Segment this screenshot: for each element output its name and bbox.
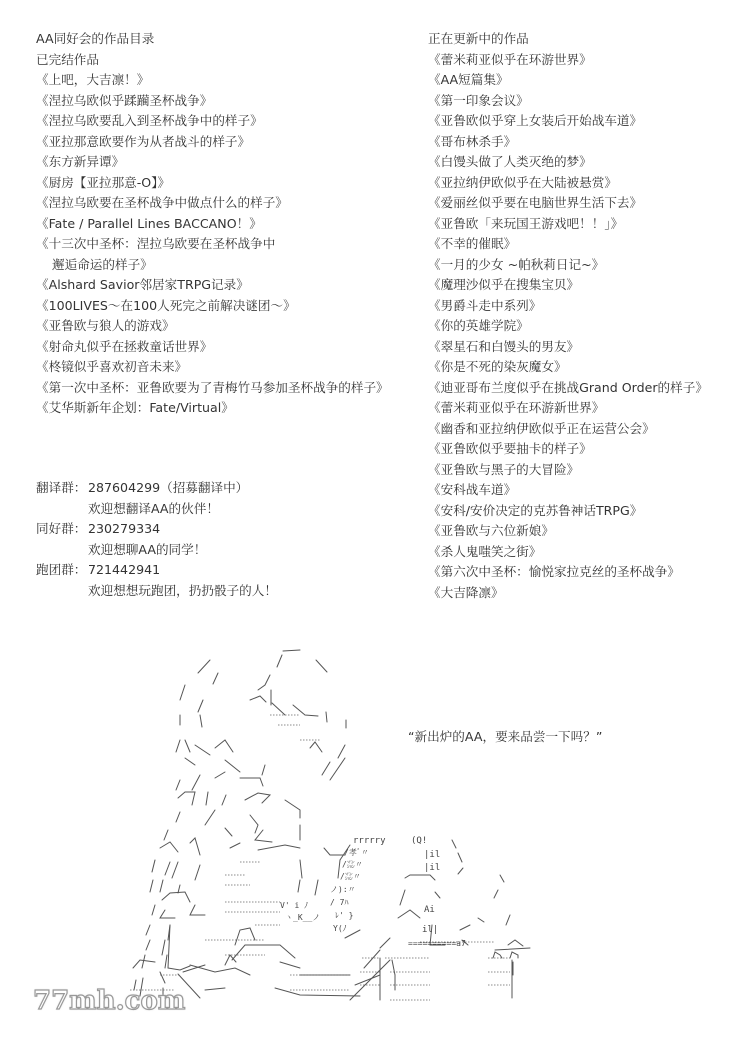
work-item: 《魔理沙似乎在搜集宝贝》 — [428, 277, 580, 292]
work-item-continued: 邂逅命运的样子》 — [52, 256, 153, 272]
work-item: 《不幸的催眠》 — [428, 236, 517, 251]
svg-text:/㍇〃: /㍇〃 — [340, 872, 361, 881]
work-item: 《亚鲁欧似乎穿上女装后开始战车道》 — [428, 113, 643, 128]
group-contacts — [36, 478, 277, 601]
svg-text:V' i ﾉ: V' i ﾉ — [280, 901, 309, 910]
work-item: 《哥布林杀手》 — [428, 133, 517, 149]
svg-text:/孝ﾞ〃: /孝ﾞ〃 — [344, 848, 369, 857]
work-item: 《上吧，大吉凛！》 — [36, 72, 150, 87]
work-item: 《亚鲁欧「来玩国王游戏吧！！」》 — [428, 215, 624, 231]
work-item: 《男爵斗走中系列》 — [428, 297, 542, 313]
work-item: 《AA短篇集》 — [428, 72, 509, 87]
work-item: 《厨房【亚拉那意-O】》 — [36, 174, 171, 190]
ascii-art-drawing — [0, 635, 749, 1005]
work-item: 《涅拉乌欧要在圣杯战争中做点什么的样子》 — [36, 195, 288, 210]
work-item: 《亚鲁欧与狼人的游戏》 — [36, 318, 175, 333]
work-item: 《你是不死的染灰魔女》 — [428, 359, 567, 374]
work-item: 《亚鲁欧与六位新娘》 — [428, 523, 554, 538]
work-item: 《爱丽丝似乎要在电脑世界生活下去》 — [428, 195, 643, 210]
label-ai: Ai — [424, 905, 435, 915]
work-item: 《蕾米莉亚似乎在环游新世界》 — [428, 400, 605, 415]
work-item: 《亚拉纳伊欧似乎在大陆被悬赏》 — [428, 174, 617, 190]
work-item: 《涅拉乌欧要乱入到圣杯战争中的样子》 — [36, 113, 263, 128]
group-number: 230279334 — [88, 521, 161, 536]
catalog-title: AA同好会的作品目录 — [36, 31, 155, 46]
group-note: 欢迎想想玩跑团，扔扔骰子的人！ — [88, 582, 277, 598]
ongoing-works-column — [428, 29, 748, 603]
work-item: 《涅拉乌欧似乎蹂躏圣杯战争》 — [36, 92, 213, 108]
work-item: 《幽香和亚拉纳伊欧似乎正在运营公会》 — [428, 420, 655, 436]
group-note: 欢迎想聊AA的同学！ — [88, 541, 207, 557]
svg-text:il|: il| — [422, 925, 439, 935]
work-item: 《Fate / Parallel Lines BACCANO！》 — [36, 215, 262, 231]
work-item: 《你的英雄学院》 — [428, 318, 529, 333]
group-number: 721442941 — [88, 562, 161, 577]
work-item: 《第一次中圣杯：亚鲁欧要为了青梅竹马参加圣杯战争的样子》 — [36, 379, 389, 395]
work-item: 《亚鲁欧似乎要抽卡的样子》 — [428, 441, 592, 456]
work-item: 《迪亚哥布兰度似乎在挑战Grand Order的样子》 — [428, 379, 708, 395]
work-item: 《射命丸似乎在拯救童话世界》 — [36, 338, 213, 354]
work-item: 《第一印象会议》 — [428, 92, 529, 108]
speech-quote: “新出炉的AA，要来品尝一下吗？” — [408, 729, 603, 744]
group-label: 翻译群： — [36, 480, 87, 495]
sign-text: rrrrry — [353, 836, 386, 846]
group-label: 同好群： — [36, 521, 87, 536]
work-item: 《艾华斯新年企划：Fate/Virtual》 — [36, 400, 234, 415]
work-item: 《Alshard Savior邻居家TRPG记录》 — [36, 277, 249, 292]
label-qi: (Q! — [411, 836, 428, 846]
work-item: 《白馒头做了人类灭绝的梦》 — [428, 154, 592, 169]
work-item: 《东方新异谭》 — [36, 154, 125, 169]
work-item: 《蕾米莉亚似乎在环游世界》 — [428, 51, 592, 67]
work-item: 《翠星石和白馒头的男友》 — [428, 338, 580, 354]
group-number: 287604299（招募翻译中） — [88, 480, 249, 495]
work-item: 《亚鲁欧与黑子的大冒险》 — [428, 461, 580, 477]
work-item: 《柊镜似乎喜欢初音未来》 — [36, 359, 188, 374]
site-watermark: 77mh.com — [33, 986, 186, 1016]
work-item: 《大吉降凛》 — [428, 584, 504, 600]
ongoing-heading: 正在更新中的作品 — [428, 31, 529, 46]
work-item: 《100LIVES～在100人死完之前解决谜团～》 — [36, 297, 296, 313]
work-item: 《第六次中圣杯：愉悦家拉克丝的圣杯战争》 — [428, 564, 680, 579]
trpg-group — [36, 560, 277, 581]
fan-group — [36, 519, 277, 540]
ascii-art-illustration — [0, 635, 749, 1005]
work-item: 《杀人鬼嗤笑之街》 — [428, 543, 542, 559]
svg-text:ノ):〃: ノ):〃 — [330, 885, 356, 894]
group-label: 跑团群： — [36, 562, 87, 577]
svg-text:ﾚ' }: ﾚ' } — [335, 911, 354, 920]
svg-text:Y(ﾉ: Y(ﾉ — [333, 924, 347, 933]
work-item: 《亚拉那意欧要作为从者战斗的样子》 — [36, 133, 251, 149]
work-item: 《十三次中圣杯：涅拉乌欧要在圣杯战争中 — [36, 236, 276, 251]
completed-works-column — [36, 29, 406, 419]
svg-text:==========a7: ==========a7 — [408, 939, 466, 948]
svg-text:|il: |il — [424, 863, 441, 873]
work-item: 《安科/安价决定的克苏鲁神话TRPG》 — [428, 502, 643, 518]
svg-text:/㍇〃: /㍇〃 — [342, 860, 363, 869]
svg-text:/ 7ﾊ: / 7ﾊ — [330, 898, 349, 907]
work-item: 《安科战车道》 — [428, 482, 517, 497]
svg-text:ヽ_K__ノ: ヽ_K__ノ — [285, 913, 321, 922]
translation-group — [36, 478, 277, 499]
work-item: 《一月的少女 ~帕秋莉日记~》 — [428, 256, 605, 272]
group-note: 欢迎想翻译AA的伙伴！ — [88, 500, 219, 516]
completed-heading: 已完结作品 — [36, 51, 99, 67]
svg-text:|il: |il — [424, 850, 441, 860]
